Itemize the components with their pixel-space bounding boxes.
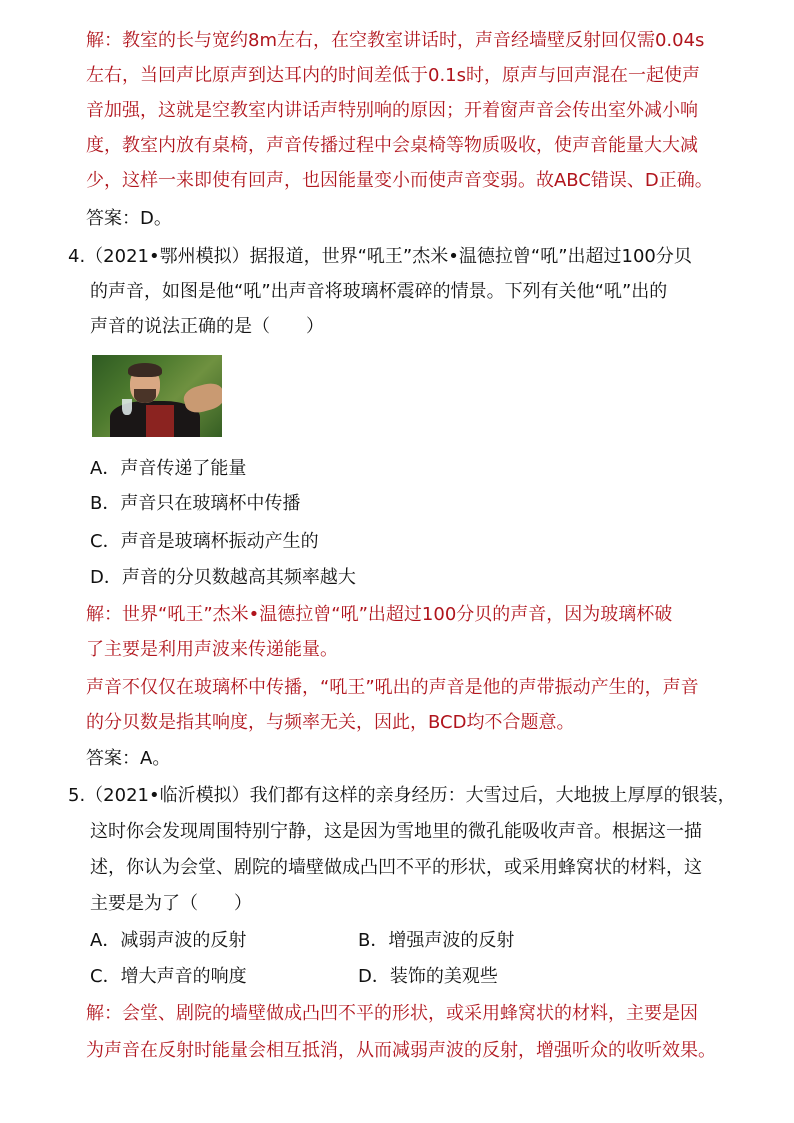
question-5-option-d: D．装饰的美观些 [358,966,498,987]
solution-q5-line-1: 解：会堂、剧院的墙壁做成凸凹不平的形状，或采用蜂窝状的材料，主要是因 [86,1003,698,1024]
glass-shattering-photo [92,355,222,437]
question-5-line-1: 5.（2021•临沂模拟）我们都有这样的亲身经历：大雪过后，大地披上厚厚的银装， [68,785,736,806]
question-4-option-d: D．声音的分贝数越高其频率越大 [90,567,356,588]
solution-q3-line-4: 度，教室内放有桌椅，声音传播过程中会桌椅等物质吸收，使声音能量大大减 [86,135,698,156]
question-4-option-b: B．声音只在玻璃杯中传播 [90,493,301,514]
solution-q3-line-3: 音加强，这就是空教室内讲话声特别响的原因；开着窗声音会传出室外减小响 [86,100,698,121]
question-5-option-b: B．增强声波的反射 [358,930,515,951]
solution-q4-line-1: 解：世界“吼王”杰米•温德拉曾“吼”出超过100分贝的声音，因为玻璃杯破 [86,604,673,625]
question-5-option-c: C．增大声音的响度 [90,966,247,987]
answer-q4: 答案：A。 [86,748,171,769]
solution-q3-line-1: 解：教室的长与宽约8m左右，在空教室讲话时，声音经墙壁反射回仅需0.04s [86,30,705,51]
solution-q4-line-4: 的分贝数是指其响度，与频率无关，因此，BCD均不合题意。 [86,712,575,733]
question-5-line-4: 主要是为了（ ） [90,893,252,914]
solution-q4-line-2: 了主要是利用声波来传递能量。 [86,639,338,660]
question-5-option-a: A．减弱声波的反射 [90,930,247,951]
solution-q5-line-2: 为声音在反射时能量会相互抵消，从而减弱声波的反射，增强听众的收听效果。 [86,1040,716,1061]
question-4-option-a: A．声音传递了能量 [90,458,247,479]
question-5-line-2: 这时你会发现周围特别宁静，这是因为雪地里的微孔能吸收声音。根据这一描 [90,821,702,842]
solution-q3-line-5: 少，这样一来即使有回声，也因能量变小而使声音变弱。故ABC错误、D正确。 [86,170,713,191]
question-5-line-3: 述，你认为会堂、剧院的墙壁做成凸凹不平的形状，或采用蜂窝状的材料，这 [90,857,702,878]
solution-q4-line-3: 声音不仅仅在玻璃杯中传播，“吼王”吼出的声音是他的声带振动产生的，声音 [86,677,699,698]
question-4-line-3: 声音的说法正确的是（ ） [90,316,324,337]
solution-q3-line-2: 左右，当回声比原声到达耳内的时间差低于0.1s时，原声与回声混在一起使声 [86,65,701,86]
question-4-option-c: C．声音是玻璃杯振动产生的 [90,531,319,552]
answer-q3: 答案：D。 [86,208,172,229]
question-4-line-1: 4.（2021•鄂州模拟）据报道，世界“吼王”杰米•温德拉曾“吼”出超过100分贝 [68,246,692,267]
question-4-line-2: 的声音，如图是他“吼”出声音将玻璃杯震碎的情景。下列有关他“吼”出的 [90,281,668,302]
